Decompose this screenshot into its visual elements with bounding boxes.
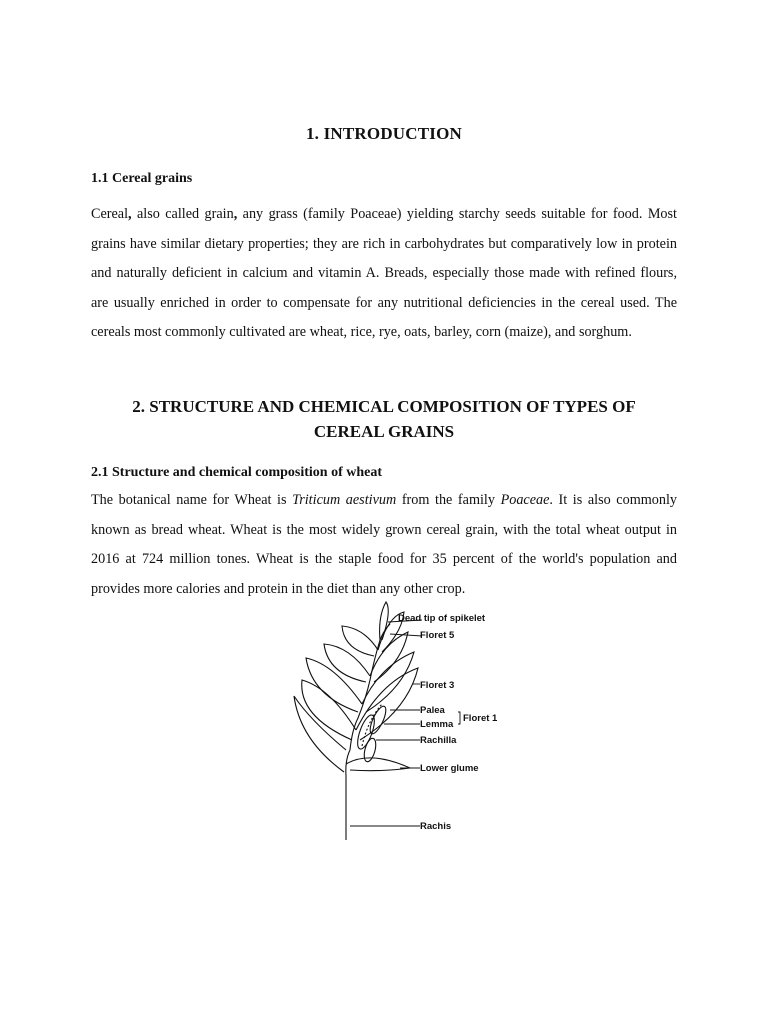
- subsection-1-1-heading: 1.1 Cereal grains: [91, 171, 193, 186]
- para-text: from the family: [396, 492, 501, 508]
- family-name: Poaceae: [500, 492, 550, 508]
- subsection-2-1-heading: 2.1 Structure and chemical composition of wheat: [91, 465, 382, 480]
- label-floret-1: Floret 1: [463, 713, 498, 724]
- label-rachilla: Rachilla: [420, 735, 457, 746]
- scientific-name: Triticum aestivum: [292, 492, 397, 508]
- label-rachis: Rachis: [420, 821, 452, 832]
- label-floret-3: Floret 3: [420, 680, 455, 691]
- para-bold-comma: ,: [233, 206, 238, 222]
- wheat-spikelet-diagram: [270, 600, 500, 840]
- grain-3: [362, 737, 378, 763]
- upper-glume-shape: [346, 758, 410, 771]
- floret-left-4: [342, 626, 378, 656]
- cereal-grains-paragraph: [91, 200, 677, 348]
- label-lemma: Lemma: [420, 719, 454, 730]
- section-1-heading: 1. INTRODUCTION: [305, 124, 463, 143]
- lower-glume-shape: [294, 696, 346, 772]
- para-text: . It is also commonly known as bread wheat. Wheat is the most widely grown cereal grain, with the total wheat output in 2016 at 724 million tones. Wheat is the staple food for 35 percent of the world's population and provides more calories and protein in the diet than any other crop.: [91, 492, 677, 597]
- para-bold-comma: ,: [128, 206, 132, 222]
- para-text: also called grain: [131, 206, 234, 222]
- floret-right-1: [356, 668, 418, 740]
- para-text: The botanical name for Wheat is: [91, 492, 293, 508]
- spikelet-drawing: [294, 602, 418, 840]
- label-floret-5: Floret 5: [420, 630, 455, 641]
- label-lower-glume: Lower glume: [420, 763, 479, 774]
- floret-left-1: [302, 680, 356, 740]
- dead-tip-small: [380, 602, 389, 640]
- section-2-heading: 2. STRUCTURE AND CHEMICAL COMPOSITION OF TYPES OF CEREAL GRAINS: [132, 397, 636, 441]
- para-text: any grass (family Poaceae) yielding starchy seeds suitable for food. Most grains have similar dietary properties; they are rich in carbohydrates but comparatively low in protein and naturally deficient in calcium and vitamin A. Breads, especially those made with refined flours, are usually enriched in order to compensate for any nutritional deficiencies in the cereal used. The cereals most commonly cultivated are wheat, rice, rye, oats, barley, corn (maize), and sorghum.: [91, 206, 677, 341]
- floret-left-3: [324, 644, 370, 682]
- para-text: Cereal: [91, 206, 129, 222]
- label-dead-tip: Dead tip of spikelet: [398, 613, 486, 624]
- wheat-paragraph: [91, 486, 677, 604]
- label-palea: Palea: [420, 705, 445, 716]
